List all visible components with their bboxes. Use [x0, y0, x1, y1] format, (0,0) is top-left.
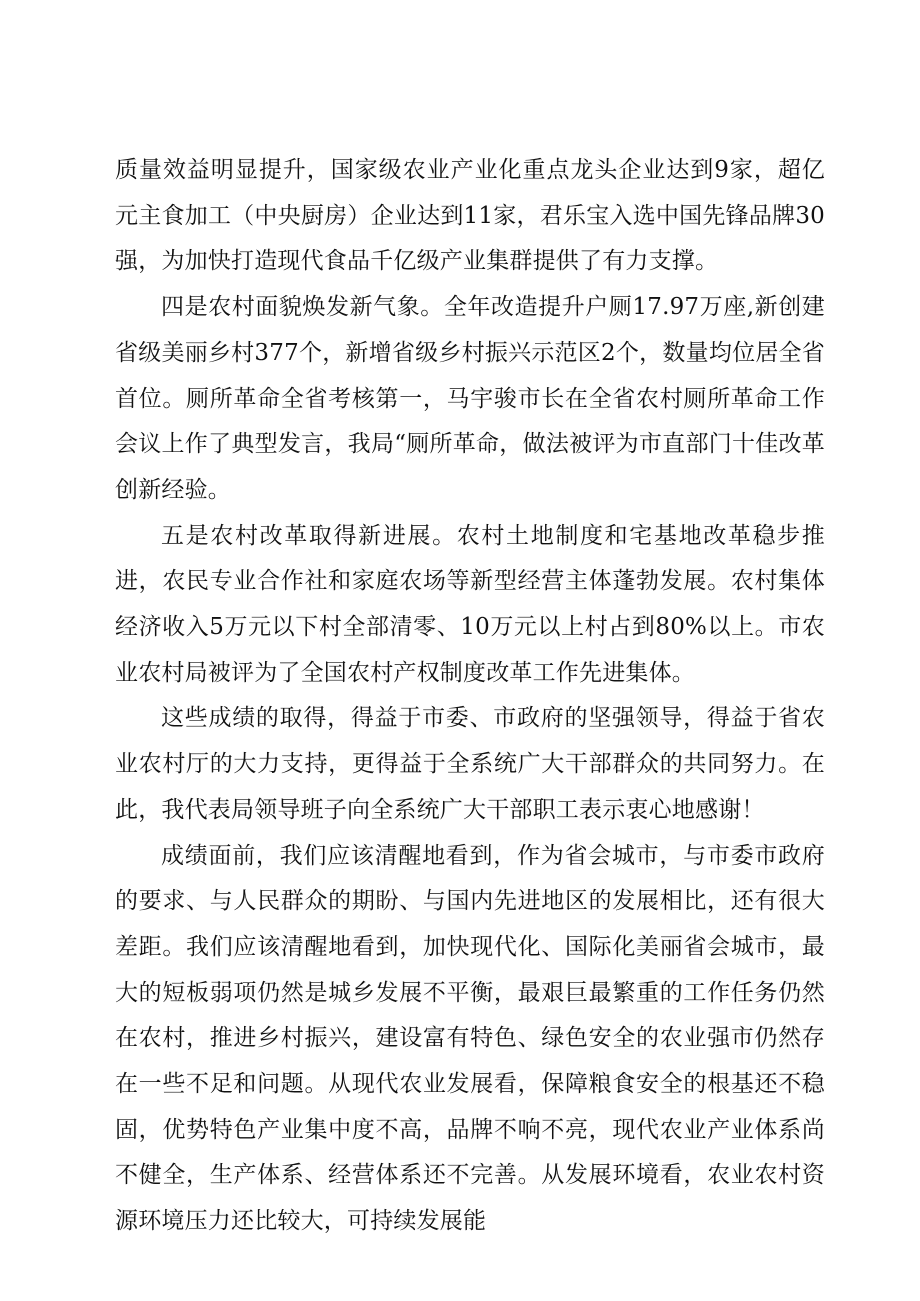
paragraph-industry-quality: 质量效益明显提升，国家级农业产业化重点龙头企业达到9家，超亿元主食加工（中央厨房）企业达到11家，君乐宝入选中国先锋品牌30强，为加快打造现代食品千亿级产业集群提供了有力支撑。	[115, 157, 825, 275]
paragraph-acknowledgement: 这些成绩的取得，得益于市委、市政府的坚强领导，得益于省农业农村厅的大力支持，更得益于全系统广大干部群众的共同努力。在此，我代表局领导班子向全系统广大干部职工表示衷心地感谢！	[115, 705, 825, 823]
paragraph-rural-reform: 五是农村改革取得新进展。农村土地制度和宅基地改革稳步推进，农民专业合作社和家庭农场等新型经营主体蓬勃发展。农村集体经济收入5万元以下村全部清零、10万元以上村占到80%以上。市农业农村局被评为了全国农村产权制度改革工作先进集体。	[115, 522, 825, 686]
paragraph-gaps-and-challenges: 成绩面前，我们应该清醒地看到，作为省会城市，与市委市政府的要求、与人民群众的期盼、与国内先进地区的发展相比，还有很大差距。我们应该清醒地看到，加快现代化、国际化美丽省会城市，最大的短板弱项仍然是城乡发展不平衡，最艰巨最繁重的工作任务仍然在农村，推进乡村振兴，建设富有特色、绿色安全的农业强市仍然存在一些不足和问题。从现代农业发展看，保障粮食安全的根基还不稳固，优势特色产业集中度不高，品牌不响不亮，现代农业产业体系尚不健全，生产体系、经营体系还不完善。从发展环境看，农业农村资源环境压力还比较大，可持续发展能	[115, 842, 825, 1235]
document-body	[115, 148, 825, 1245]
paragraph-rural-appearance: 四是农村面貌焕发新气象。全年改造提升户厕17.97万座,新创建省级美丽乡村377个，新增省级乡村振兴示范区2个，数量均位居全省首位。厕所革命全省考核第一，马宇骏市长在全省农村厕所革命工作会议上作了典型发言，我局“厕所革命，做法被评为市直部门十佳改革创新经验。	[115, 294, 825, 503]
